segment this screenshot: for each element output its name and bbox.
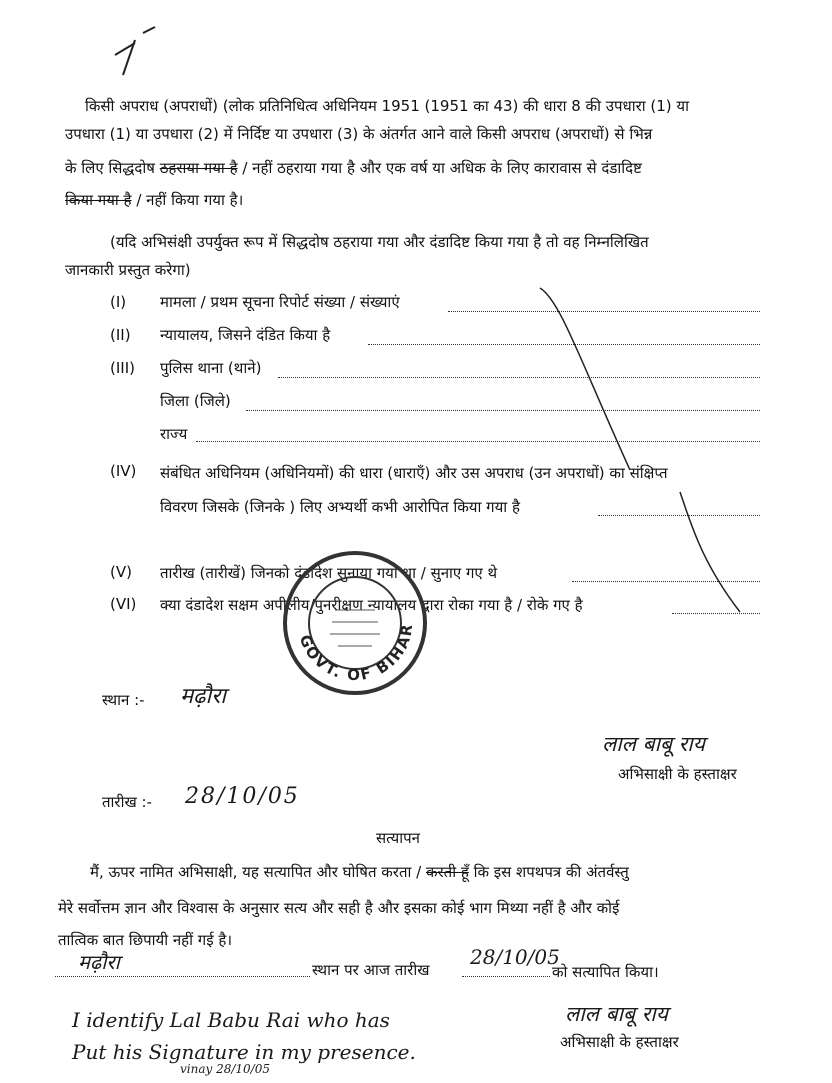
verification-date-value: 28/10/05 [470,945,560,969]
para1-line3-text-a: के लिए सिद्धदोष [65,159,155,177]
verification-line1-text-b: कि इस शपथपत्र की अंतर्वस्तु [473,863,629,881]
verification-place-text: स्थान पर आज तारीख [312,961,430,979]
item-3-number: (III) [110,359,135,377]
deponent-signature-bottom: लाल बाबू राय [565,1002,668,1026]
item-2-label: न्यायालय, जिसने दंडित किया है [160,326,331,344]
identifier-signature: vinay 28/10/05 [180,1062,270,1076]
verification-end-text: को सत्यापित किया। [552,963,659,981]
item-5-number: (V) [110,563,132,581]
item-1-label: मामला / प्रथम सूचना रिपोर्ट संख्या / संख्याएं [160,293,400,311]
para1-line1: किसी अपराध (अपराधों) (लोक प्रतिनिधित्व अधिनियम 1951 (1951 का 43) की धारा 8 की उपधारा (1) या [85,97,689,115]
identification-note-line1: I identify Lal Babu Rai who has [72,1008,390,1032]
verification-line3: तात्विक बात छिपायी नहीं गई है। [58,931,233,949]
para1-line4-struck: किया गया है [65,191,132,209]
item-2-number: (II) [110,326,131,344]
identification-note-line2: Put his Signature in my presence. [72,1040,416,1064]
para2-line1: (यदि अभिसंक्षी उपर्युक्त रूप में सिद्धदोष ठहराया गया और दंडादिष्ट किया गया है तो वह निम्नलिखित [110,233,649,251]
para2-line2: जानकारी प्रस्तुत करेगा) [65,261,191,279]
para1-line3-text-b: / नहीं ठहराया गया है और एक वर्ष या अधिक के लिए कारावास से दंडादिष्ट [242,159,642,177]
place-label: स्थान :- [102,691,145,709]
verification-line1-struck: करती हूँ [425,863,469,881]
deponent-signature-label-top: अभिसाक्षी के हस्ताक्षर [618,765,737,783]
official-stamp [280,548,430,698]
para1-line3-struck: ठहराया गया है [159,159,238,177]
verification-place-blank [55,976,310,977]
verification-line2: मेरे सर्वोत्तम ज्ञान और विश्वास के अनुसार सत्य और सही है और इसका कोई भाग मिथ्या नहीं है और कोई [58,899,620,917]
verification-line1 [90,862,629,882]
item-3-label: पुलिस थाना (थाने) [160,359,262,377]
date-label: तारीख :- [102,793,152,811]
place-value: मढ़ौरा [180,684,226,709]
date-value: 28/10/05 [185,784,300,809]
deponent-signature-top: लाल बाबू राय [602,732,705,756]
item-3-state-label: राज्य [160,425,188,443]
item-1-number: (I) [110,293,127,311]
verification-line1-text-a: मैं, ऊपर नामित अभिसाक्षी, यह सत्यापित और घोषित करता / [90,863,422,881]
deponent-signature-label-bottom: अभिसाक्षी के हस्ताक्षर [560,1033,679,1051]
verification-date-blank [462,976,550,977]
item-4-label-line1: संबंधित अधिनियम (अधिनियमों) की धारा (धाराएँ) और उस अपराध (उन अपराधों) का संक्षिप्त [160,464,668,482]
para1-line4-text: / नहीं किया गया है। [136,191,244,209]
verification-title: सत्यापन [376,829,420,847]
verification-place-value: मढ़ौरा [78,950,120,974]
item-4-label-line2: विवरण जिसके (जिनके ) लिए अभ्यर्थी कभी आरोपित किया गया है [160,498,520,516]
para1-line2: उपधारा (1) या उपधारा (2) में निर्दिष्ट या उपधारा (3) के अंतर्गत आने वाले किसी अपराध (अपराधों) से भिन्न [65,125,653,143]
item-5-label: तारीख (तारीखें) जिनको दंडादेश सुनाया गया था / सुनाए गए थे [160,564,498,582]
item-3-district-label: जिला (जिले) [160,392,231,410]
item-6-label: क्या दंडादेश सक्षम अपीलीय/पुनरीक्षण न्यायालय द्वारा रोका गया है / रोके गए है [160,596,583,614]
svg-text:GOVT. OF BIHAR: GOVT. OF BIHAR [295,621,417,685]
item-6-number: (VI) [110,595,137,613]
item-4-number: (IV) [110,462,137,480]
